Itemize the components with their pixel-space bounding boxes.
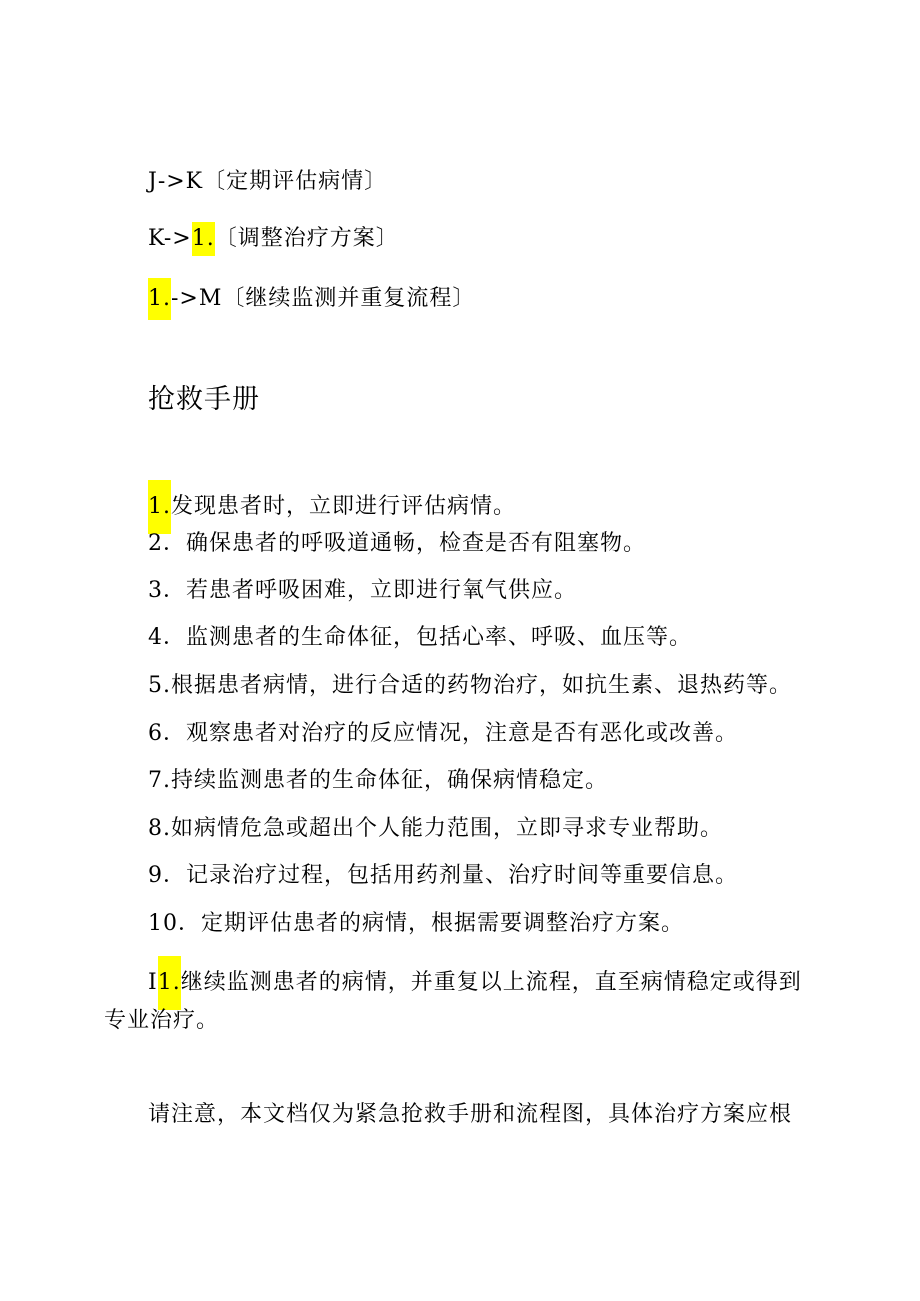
note-paragraph: 请注意，本文档仅为紧急抢救手册和流程图，具体治疗方案应根 <box>148 1102 793 1127</box>
step-number: 10 <box>148 911 178 936</box>
step-text: ．定期评估患者的病情，根据需要调整治疗方案。 <box>178 911 685 936</box>
flow-prefix: K-> <box>148 226 192 251</box>
highlighted-marker: 1. <box>158 956 181 1010</box>
step-text: 继续监测患者的病情，并重复以上流程，直至病情稳定或得到 <box>180 970 802 995</box>
step-number: 3 <box>148 578 163 603</box>
step-text: ．监测患者的生命体征，包括心率、呼吸、血压等。 <box>163 625 693 650</box>
flow-line-k-l <box>148 222 399 256</box>
step-number: 2 <box>148 531 163 556</box>
step-number: 5 <box>148 673 163 698</box>
step-text: 发现患者时，立即进行评估病情。 <box>171 494 517 519</box>
step-text: ．记录治疗过程，包括用药剂量、治疗时间等重要信息。 <box>163 863 739 888</box>
step-number: 4 <box>148 625 163 650</box>
step-11-continuation: 专业治疗。 <box>104 1008 220 1033</box>
flow-line-j-k <box>148 165 387 199</box>
highlighted-marker: 1. <box>148 480 171 534</box>
highlighted-marker: 1. <box>148 278 171 320</box>
step-1 <box>148 480 516 534</box>
section-title: 抢救手册 <box>148 384 260 415</box>
step-text: .根据患者病情，进行合适的药物治疗，如抗生素、退热药等。 <box>163 673 792 698</box>
step-5 <box>148 669 792 703</box>
step-number: 8 <box>148 816 163 841</box>
step-11 <box>148 956 802 1010</box>
step-text: ．确保患者的呼吸道通畅，检查是否有阻塞物。 <box>163 531 647 556</box>
highlighted-marker: 1. <box>192 222 215 256</box>
step-number: 7 <box>148 768 163 793</box>
step-text: .持续监测患者的生命体征，确保病情稳定。 <box>163 768 608 793</box>
step-number: 9 <box>148 863 163 888</box>
step-2 <box>148 527 646 561</box>
step-7 <box>148 764 608 798</box>
step-4 <box>148 621 692 655</box>
flow-prefix: ->M <box>171 286 223 311</box>
step-10 <box>148 907 684 941</box>
flow-prefix: J->K <box>148 169 204 194</box>
step-text: ．观察患者对治疗的反应情况，注意是否有恶化或改善。 <box>163 721 739 746</box>
step-3 <box>148 574 577 608</box>
step-number: I <box>148 970 158 995</box>
step-6 <box>148 717 738 751</box>
step-9 <box>148 859 738 893</box>
step-text: ．若患者呼吸困难，立即进行氧气供应。 <box>163 578 578 603</box>
flow-text: 〔继续监测并重复流程〕 <box>222 286 476 311</box>
flow-text: 〔调整治疗方案〕 <box>214 226 399 251</box>
step-text: .如病情危急或超出个人能力范围，立即寻求专业帮助。 <box>163 816 723 841</box>
step-number: 6 <box>148 721 163 746</box>
flow-text: 〔定期评估病情〕 <box>203 169 388 194</box>
flow-line-l-m <box>148 278 475 320</box>
step-8 <box>148 812 723 846</box>
